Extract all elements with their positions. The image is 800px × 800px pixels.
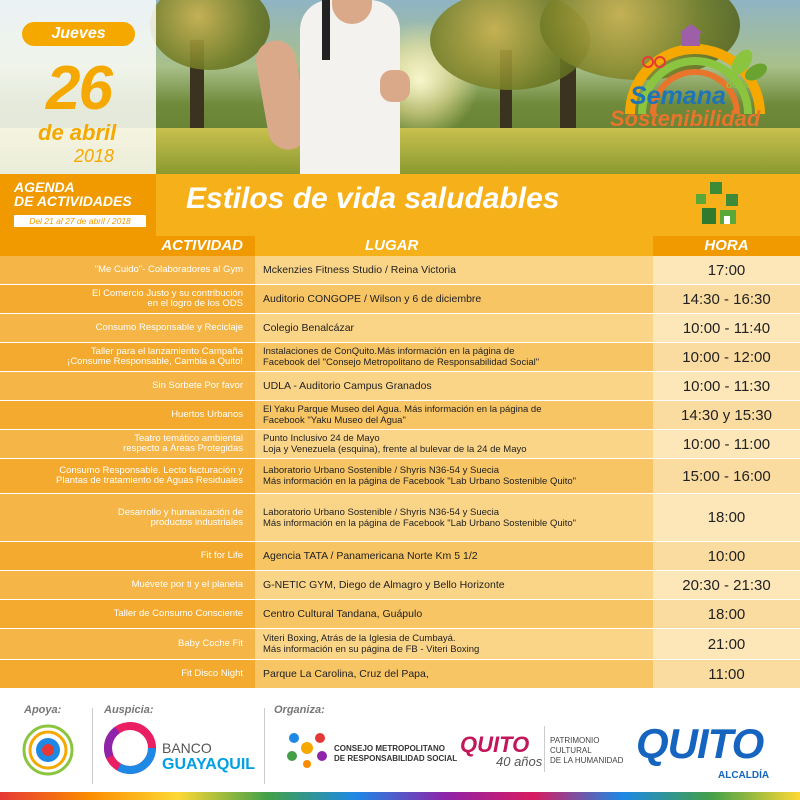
activity-cell: Sin Sorbete Por favor xyxy=(0,372,255,400)
time-cell: 10:00 - 12:00 xyxy=(653,343,800,371)
place-cell: Agencia TATA / Panamericana Norte Km 5 1/2 xyxy=(255,542,653,570)
alcaldia-label: ALCALDÍA xyxy=(718,770,770,781)
place-cell: Colegio Benalcázar xyxy=(255,314,653,342)
ciclo-verde-logo xyxy=(22,724,74,776)
activity-cell: El Comercio Justo y su contribución en el logro de los ODS xyxy=(0,285,255,313)
table-row xyxy=(0,372,800,401)
year-label: 2018 xyxy=(74,146,115,166)
logo-semana: Semana xyxy=(630,82,726,110)
activity-cell: Taller de Consumo Consciente xyxy=(0,600,255,628)
running-woman-photo xyxy=(262,0,432,174)
day-number: 26 xyxy=(46,54,111,123)
table-row xyxy=(0,256,800,285)
place-cell: Auditorio CONGOPE / Wilson y 6 de diciembre xyxy=(255,285,653,313)
quito-40-logo: QUITO xyxy=(460,732,530,757)
quito-alcaldia-logo: QUITO xyxy=(636,720,764,767)
column-header-activity: ACTIVIDAD xyxy=(0,236,255,256)
table-row xyxy=(0,430,800,459)
time-cell: 14:30 y 15:30 xyxy=(653,401,800,429)
place-cell: G-NETIC GYM, Diego de Almagro y Bello Horizonte xyxy=(255,571,653,599)
table-row xyxy=(0,285,800,314)
guayaquil-label: GUAYAQUIL xyxy=(162,756,256,773)
table-row xyxy=(0,401,800,430)
auspicia-label: Auspicia: xyxy=(104,704,154,716)
place-cell: Instalaciones de ConQuito.Más información en la página de Facebook del "Consejo Metropolitano de Responsabilidad Social" xyxy=(255,343,653,371)
activity-cell: Consumo Responsable. Lecto facturación y Plantas de tratamiento de Aguas Residuales xyxy=(0,459,255,493)
table-row xyxy=(0,571,800,600)
agenda-line2: DE ACTIVIDADES xyxy=(14,193,132,209)
activity-cell: Baby Coche Fit xyxy=(0,629,255,659)
footer-divider xyxy=(92,708,93,784)
time-cell: 18:00 xyxy=(653,600,800,628)
cubes-icon xyxy=(692,180,742,228)
place-cell: Punto Inclusivo 24 de Mayo Loja y Venezuela (esquina), frente al bulevar de la 24 de Mayo xyxy=(255,430,653,458)
activity-cell: Taller para el lanzamiento Campaña ¡Consume Responsable, Cambia a Quito! xyxy=(0,343,255,371)
time-cell: 18:00 xyxy=(653,494,800,541)
activity-cell: Huertos Urbanos xyxy=(0,401,255,429)
activity-cell: Consumo Responsable y Reciclaje xyxy=(0,314,255,342)
day-name-badge: Jueves xyxy=(22,22,135,46)
consejo-logo xyxy=(282,728,332,768)
place-cell: Viteri Boxing, Atrás de la Iglesia de Cumbayá. Más información en su página de FB - Viteri Boxing xyxy=(255,629,653,659)
activity-cell: Teatro temático ambiental respecto a Áreas Protegidas xyxy=(0,430,255,458)
date-panel xyxy=(0,0,156,174)
organiza-label: Organiza: xyxy=(274,704,325,716)
time-cell: 15:00 - 16:00 xyxy=(653,459,800,493)
month-label: de abril xyxy=(38,120,117,145)
place-cell: El Yaku Parque Museo del Agua. Más información en la página de Facebook "Yaku Museo del Agua" xyxy=(255,401,653,429)
time-cell: 10:00 - 11:30 xyxy=(653,372,800,400)
agenda-heading xyxy=(14,180,132,208)
table-row xyxy=(0,343,800,372)
place-cell: Laboratorio Urbano Sostenible / Shyris N36-54 y Suecia Más información en la página de Facebook "Lab Urbano Sostenible Quito" xyxy=(255,459,653,493)
place-cell: Centro Cultural Tandana, Guápulo xyxy=(255,600,653,628)
place-cell: UDLA - Auditorio Campus Granados xyxy=(255,372,653,400)
activity-cell: Fit Disco Night xyxy=(0,660,255,688)
agenda-line1: AGENDA xyxy=(14,179,75,195)
time-cell: 10:00 xyxy=(653,542,800,570)
logo-sostenibilidad: Sostenibilidad xyxy=(610,106,761,131)
consejo-label: CONSEJO METROPOLITANO DE RESPONSABILIDAD SOCIAL xyxy=(334,744,458,763)
table-row xyxy=(0,660,800,688)
table-row xyxy=(0,542,800,571)
patrimonio-label: PATRIMONIO CULTURAL DE LA HUMANIDAD xyxy=(550,736,624,765)
activity-cell: Fit for Life xyxy=(0,542,255,570)
time-cell: 14:30 - 16:30 xyxy=(653,285,800,313)
place-cell: Mckenzies Fitness Studio / Reina Victoria xyxy=(255,256,653,284)
table-row xyxy=(0,314,800,343)
table-row xyxy=(0,629,800,660)
time-cell: 21:00 xyxy=(653,629,800,659)
time-cell: 11:00 xyxy=(653,660,800,688)
sostenibilidad-logo xyxy=(610,22,780,142)
table-row xyxy=(0,459,800,494)
column-header-time: HORA xyxy=(653,236,800,256)
time-cell: 10:00 - 11:40 xyxy=(653,314,800,342)
page-title: Estilos de vida saludables xyxy=(186,182,560,215)
banco-guayaquil-logo xyxy=(104,722,156,774)
logo-de-la: de la xyxy=(726,80,749,91)
anos-label: 40 años xyxy=(496,754,543,769)
rainbow-strip xyxy=(0,792,800,800)
date-range: Del 21 al 27 de abril / 2018 xyxy=(14,215,146,227)
time-cell: 20:30 - 21:30 xyxy=(653,571,800,599)
activity-cell: "Me Cuido"- Colaboradores al Gym xyxy=(0,256,255,284)
column-header-place: LUGAR xyxy=(255,236,653,256)
place-cell: Laboratorio Urbano Sostenible / Shyris N36-54 y Suecia Más información en la página de Facebook "Lab Urbano Sostenible Quito" xyxy=(255,494,653,541)
footer-divider xyxy=(264,708,265,784)
footer-divider xyxy=(544,726,545,772)
time-cell: 10:00 - 11:00 xyxy=(653,430,800,458)
schedule-table xyxy=(0,256,800,688)
activity-cell: Desarrollo y humanización de productos industriales xyxy=(0,494,255,541)
time-cell: 17:00 xyxy=(653,256,800,284)
banco-label: BANCO xyxy=(162,740,212,756)
table-row xyxy=(0,494,800,542)
activity-cell: Muévete por ti y el planeta xyxy=(0,571,255,599)
table-row xyxy=(0,600,800,629)
apoya-label: Apoya: xyxy=(24,704,62,716)
place-cell: Parque La Carolina, Cruz del Papa, xyxy=(255,660,653,688)
